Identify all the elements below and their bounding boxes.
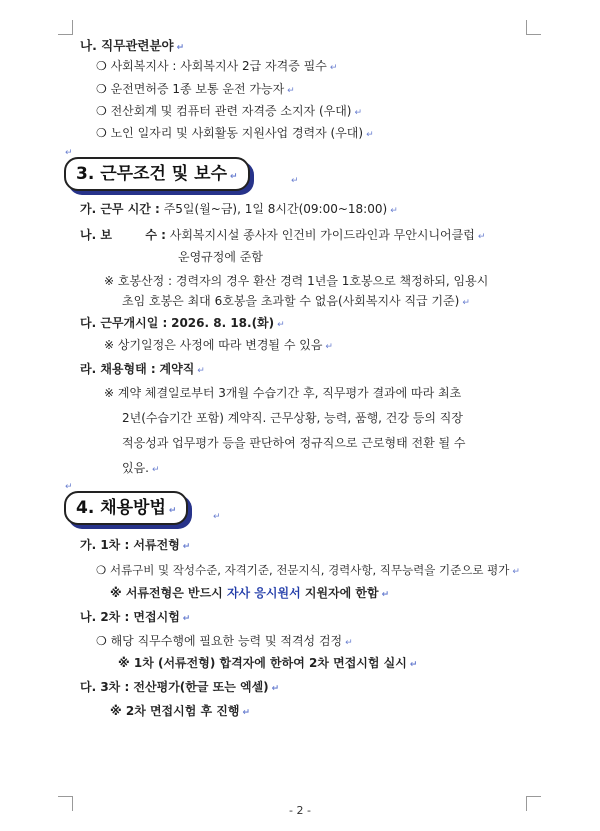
stage1-note: ※ 서류전형은 반드시 자사 응시원서 지원자에 한함 ↵ [110,586,390,600]
work-hours-label: 가. 근무 시간 : [80,202,160,216]
stage2-note: ※ 1차 (서류전형) 합격자에 한하여 2차 면접시험 실시 ↵ [118,656,418,670]
step-note-cont-text: 초임 호봉은 최대 6호봉을 초과할 수 없음(사회복지사 직급 기준) [122,294,460,308]
job-field-item-text: 사회복지사 : 사회복지사 2급 자격증 필수 [110,59,327,73]
employment-note-text: 있음. [122,461,149,475]
stage3-note-text: ※ 2차 면접시험 후 진행 [110,704,240,718]
job-field-heading: 나. 직무관련분야 ↵ [80,38,185,53]
job-field-item: ❍ 노인 일자리 및 사회활동 지원사업 경력자 (우대) ↵ [96,126,374,140]
paragraph-mark: ↵ [65,482,73,492]
start-date-value: 2026. 8. 18.(화) [171,316,275,330]
employment-note-text: ※ 계약 체결일로부터 3개월 수습기간 후, 직무평가 결과에 따라 최초 [104,386,462,400]
crop-mark-top-left [58,20,73,35]
job-field-item: ❍ 전산회계 및 컴퓨터 관련 자격증 소지자 (우대) ↵ [96,104,363,118]
section-4-header: 4. 채용방법 ↵ [64,491,188,525]
job-field-item-text: 운전면허증 1종 보통 운전 가능자 [110,82,285,96]
stage2-item-text: 해당 직무수행에 필요한 능력 및 적격성 검정 [110,634,343,648]
stage1-heading-text: 가. 1차 : 서류전형 [80,538,180,552]
job-field-item-text: 노인 일자리 및 사회활동 지원사업 경력자 (우대) [110,126,364,140]
job-field-item: ❍ 운전면허증 1종 보통 운전 가능자 ↵ [96,82,295,96]
employment-note-text: 적응성과 업무평가 등을 판단하여 정규직으로 근로형태 전환 될 수 [122,436,466,450]
section-3-title: 3. 근무조건 및 보수 [76,164,227,184]
job-field-item: ❍ 사회복지사 : 사회복지사 2급 자격증 필수 ↵ [96,59,338,73]
stage3-heading: 다. 3차 : 전산평가(한글 또는 엑셀) ↵ [80,680,280,694]
employment-note-line [122,434,466,451]
salary-value: 사회복지시설 종사자 인건비 가이드라인과 무안시니어클럽 [169,228,475,242]
paragraph-mark: ↵ [291,176,299,186]
paragraph-mark: ↵ [213,512,221,522]
employment-type-line: 라. 채용형태 : 계약직 ↵ [80,362,205,376]
stage3-note: ※ 2차 면접시험 후 진행 ↵ [110,704,251,718]
employment-note-line [104,384,461,401]
employment-note-text: 2년(수습기간 포함) 계약직. 근무상황, 능력, 품행, 건강 등의 직장 [122,411,463,425]
section-4-title: 4. 채용방법 [76,498,166,518]
stage2-heading-text: 나. 2차 : 면접시험 [80,610,180,624]
start-date-note: ※ 상기일정은 사정에 따라 변경될 수 있음 ↵ [104,338,333,352]
employment-note-line: 있음. ↵ [122,461,160,475]
stage1-note-post: 지원자에 한함 [300,586,379,600]
salary-label: 나. 보 수 : [80,228,166,242]
section-3-header: 3. 근무조건 및 보수 ↵ [64,157,250,191]
employment-type-label: 라. 채용형태 : [80,362,156,376]
employment-type-value: 계약직 [159,362,195,376]
crop-mark-top-right [526,20,541,35]
salary-line-cont [178,248,263,265]
stage2-note-text: ※ 1차 (서류전형) 합격자에 한하여 2차 면접시험 실시 [118,656,407,670]
job-field-heading-text: 나. 직무관련분야 [80,38,174,53]
paragraph-mark: ↵ [65,148,73,158]
start-date-label: 다. 근무개시일 : [80,316,168,330]
stage3-heading-text: 다. 3차 : 전산평가(한글 또는 엑셀) [80,680,269,694]
salary-value-cont: 운영규정에 준함 [178,250,263,264]
work-hours-line: 가. 근무 시간 : 주5일(월~금), 1일 8시간(09:00~18:00) ↵ [80,202,398,216]
stage1-note-pre: ※ 서류전형은 반드시 [110,586,227,600]
stage1-heading: 가. 1차 : 서류전형 ↵ [80,538,191,552]
step-note-cont: 초임 호봉은 최대 6호봉을 초과할 수 없음(사회복지사 직급 기준) ↵ [122,294,470,308]
employment-note-line [122,409,463,426]
job-field-item-text: 전산회계 및 컴퓨터 관련 자격증 소지자 (우대) [110,104,352,118]
work-hours-value: 주5일(월~금), 1일 8시간(09:00~18:00) [163,202,388,216]
stage1-item: ❍ 서류구비 및 작성수준, 자격기준, 전문지식, 경력사항, 직무능력을 기준으로 평가 ↵ [96,563,520,577]
step-note [104,272,488,289]
start-date-note-text: ※ 상기일정은 사정에 따라 변경될 수 있음 [104,338,323,352]
page-number: - 2 - [289,804,311,817]
stage1-note-emphasis: 자사 응시원서 [226,586,301,600]
stage2-heading: 나. 2차 : 면접시험 ↵ [80,610,191,624]
start-date-line: 다. 근무개시일 : 2026. 8. 18.(화) ↵ [80,316,285,330]
salary-line: 나. 보 수 : 사회복지시설 종사자 인건비 가이드라인과 무안시니어클럽 ↵ [80,228,486,242]
step-note-text: ※ 호봉산정 : 경력자의 경우 환산 경력 1년을 1호봉으로 책정하되, 임용시 [104,274,489,288]
stage1-item-text: 서류구비 및 작성수준, 자격기준, 전문지식, 경력사항, 직무능력을 기준으로 평가 [109,563,510,577]
stage2-item: ❍ 해당 직무수행에 필요한 능력 및 적격성 검정 ↵ [96,634,353,648]
